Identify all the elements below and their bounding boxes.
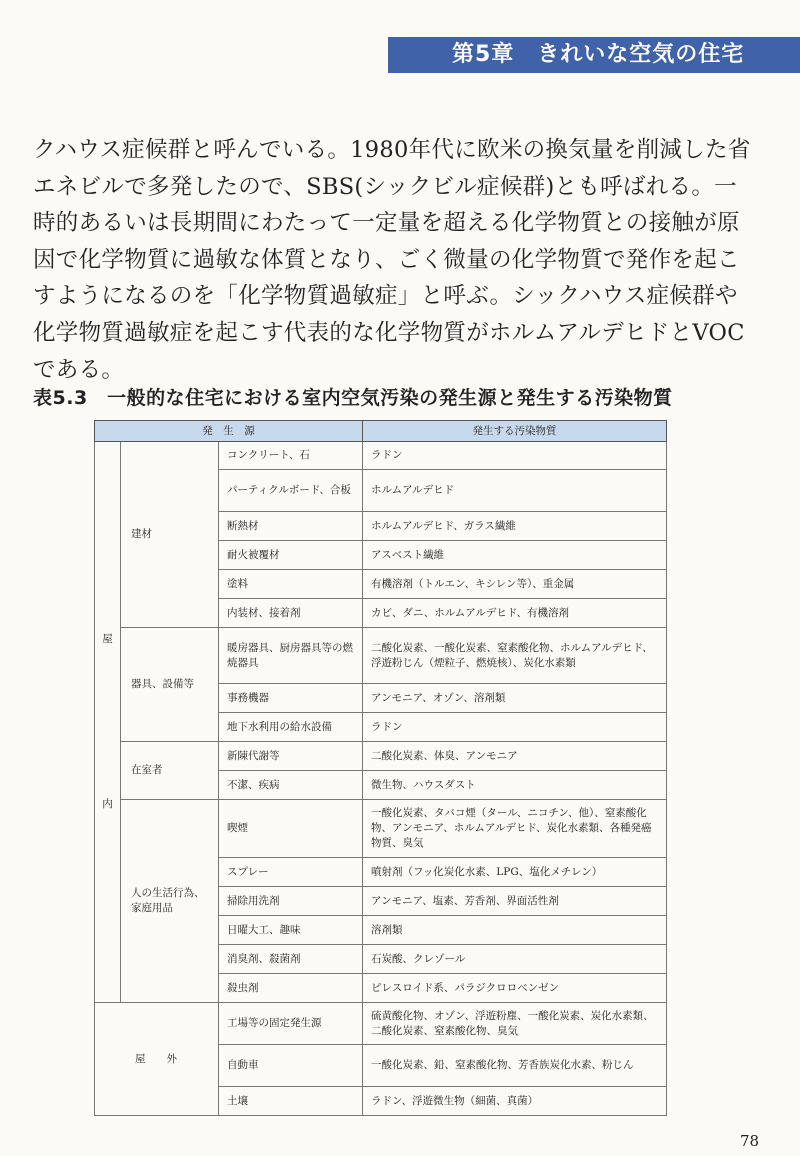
source-cell: 内装材、接着剤 <box>219 599 363 628</box>
table-row <box>95 442 667 470</box>
table-row <box>95 1003 667 1045</box>
pollutant-cell: 噴射剤（フッ化炭化水素、LPG、塩化メチレン） <box>363 858 667 887</box>
pollutant-cell: 一酸化炭素、鉛、窒素酸化物、芳香族炭化水素、粉じん <box>363 1045 667 1087</box>
body-paragraph <box>33 132 751 388</box>
table-caption: 表5.3 一般的な住宅における室内空気汚染の発生源と発生する汚染物質 <box>33 387 673 409</box>
pollutant-cell: 硫黄酸化物、オゾン、浮遊粉塵、一酸化炭素、炭化水素類、二酸化炭素、窒素酸化物、臭気 <box>363 1003 667 1045</box>
pollutant-cell: 二酸化炭素、体臭、アンモニア <box>363 742 667 771</box>
header-source: 発 生 源 <box>95 421 363 442</box>
source-cell: スプレー <box>219 858 363 887</box>
pollutant-cell: ラドン、浮遊微生物（細菌、真菌） <box>363 1087 667 1116</box>
pollutant-cell: アンモニア、塩素、芳香剤、界面活性剤 <box>363 887 667 916</box>
pollutant-cell: ラドン <box>363 713 667 742</box>
body-line: 化学物質過敏症を起こす代表的な化学物質がホルムアルデヒドとVOC <box>33 319 745 346</box>
indoor-label <box>95 442 121 1003</box>
pollutant-cell: 溶剤類 <box>363 916 667 945</box>
source-cell: 塗料 <box>219 570 363 599</box>
pollutant-cell: 一酸化炭素、タバコ煙（タール、ニコチン、他）、窒素酸化物、アンモニア、ホルムアルデヒド、炭化水素類、各種発癌物質、臭気 <box>363 800 667 858</box>
source-cell: 掃除用洗剤 <box>219 887 363 916</box>
source-cell: 耐火被覆材 <box>219 541 363 570</box>
source-cell: パーティクルボード、合板 <box>219 470 363 512</box>
category-cell: 人の生活行為、家庭用品 <box>121 800 219 1003</box>
pollutant-cell: ホルムアルデヒド、ガラス繊維 <box>363 512 667 541</box>
category-cell: 器具、設備等 <box>121 628 219 742</box>
body-line: クハウス症候群と呼んでいる。1980年代に欧米の換気量を削減した省 <box>33 137 751 163</box>
category-cell: 建材 <box>121 442 219 628</box>
body-line: エネビルで多発したので、SBS(シックビル症候群)とも呼ばれる。一 <box>33 173 737 200</box>
pollutant-cell: ラドン <box>363 442 667 470</box>
source-cell: 消臭剤、殺菌剤 <box>219 945 363 974</box>
category-cell: 在室者 <box>121 742 219 800</box>
table-header-row <box>95 421 667 442</box>
pollutant-cell: ピレスロイド系、パラジクロロベンゼン <box>363 974 667 1003</box>
outdoor-label: 屋 外 <box>95 1003 219 1116</box>
page-number: 78 <box>740 1132 760 1150</box>
pollutant-cell: 微生物、ハウスダスト <box>363 771 667 800</box>
source-cell: 事務機器 <box>219 684 363 713</box>
pollutant-cell: アンモニア、オゾン、溶剤類 <box>363 684 667 713</box>
source-cell: 日曜大工、趣味 <box>219 916 363 945</box>
body-line: すようになるのを「化学物質過敏症」と呼ぶ。シックハウス症候群や <box>33 283 738 310</box>
source-cell: コンクリート、石 <box>219 442 363 470</box>
table-row <box>95 800 667 858</box>
source-cell: 断熱材 <box>219 512 363 541</box>
pollutant-cell: 二酸化炭素、一酸化炭素、窒素酸化物、ホルムアルデヒド、浮遊粉じん（煙粒子、燃焼核）、炭化水素類 <box>363 628 667 684</box>
table-row <box>95 628 667 684</box>
source-cell: 殺虫剤 <box>219 974 363 1003</box>
body-line: 時的あるいは長期間にわたって一定量を超える化学物質との接触が原 <box>33 210 740 237</box>
pollutant-cell: カビ、ダニ、ホルムアルデヒド、有機溶剤 <box>363 599 667 628</box>
pollution-source-table <box>94 420 667 1116</box>
source-cell: 新陳代謝等 <box>219 742 363 771</box>
body-line: である。 <box>33 356 125 383</box>
source-cell: 不潔、疾病 <box>219 771 363 800</box>
indoor-label-bottom: 内 <box>102 798 113 810</box>
source-cell: 地下水利用の給水設備 <box>219 713 363 742</box>
body-line: 因で化学物質に過敏な体質となり、ごく微量の化学物質で発作を起こ <box>33 246 740 273</box>
pollutant-cell: ホルムアルデヒド <box>363 470 667 512</box>
source-cell: 暖房器具、厨房器具等の燃焼器具 <box>219 628 363 684</box>
source-cell: 工場等の固定発生源 <box>219 1003 363 1045</box>
pollutant-cell: アスベスト繊維 <box>363 541 667 570</box>
source-cell: 自動車 <box>219 1045 363 1087</box>
chapter-title-banner: 第5章 きれいな空気の住宅 <box>388 37 800 73</box>
indoor-label-top: 屋 <box>102 633 113 645</box>
header-pollutant: 発生する汚染物質 <box>363 421 667 442</box>
source-cell: 喫煙 <box>219 800 363 858</box>
pollutant-cell: 石炭酸、クレゾール <box>363 945 667 974</box>
source-cell: 土壌 <box>219 1087 363 1116</box>
table-row <box>95 742 667 771</box>
pollutant-cell: 有機溶剤（トルエン、キシレン等）、重金属 <box>363 570 667 599</box>
